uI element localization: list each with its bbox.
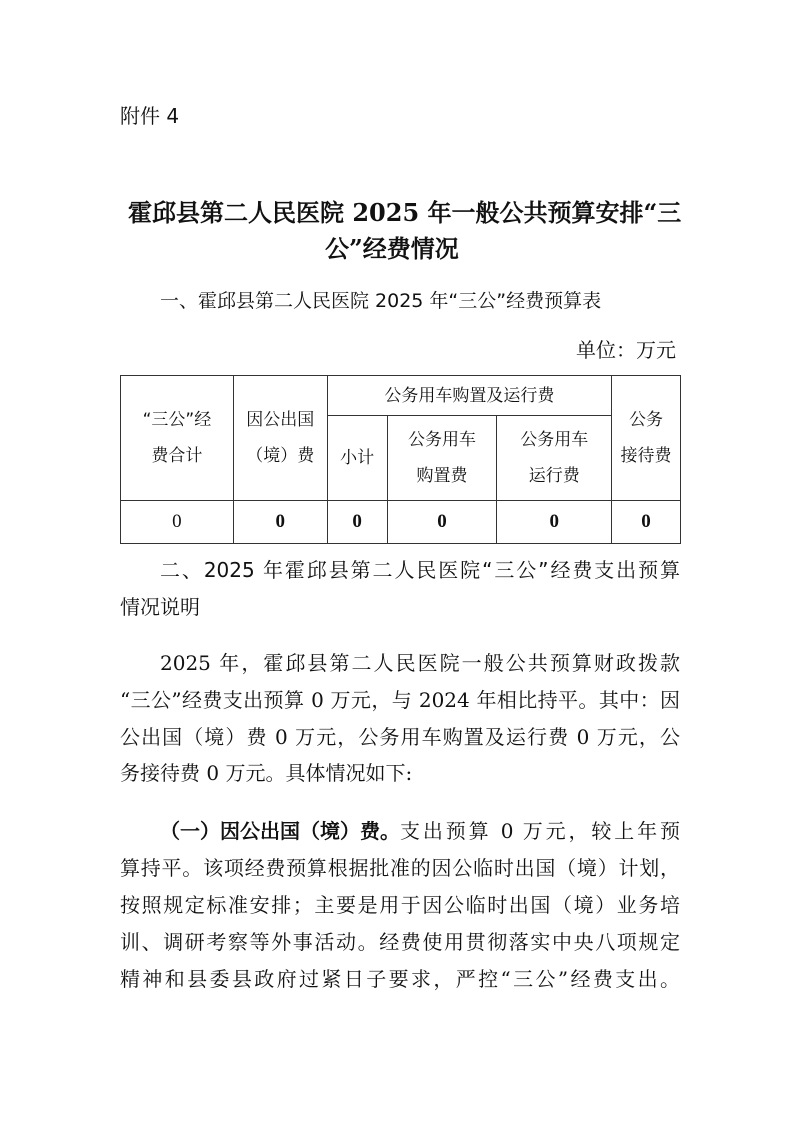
- value-reception: 0: [612, 501, 681, 544]
- paragraph-line: 2025 年，霍邱县第二人民医院一般公共预算财政拨款: [160, 651, 680, 675]
- paragraph-line: 按照规定标准安排；主要是用于因公临时出国（境）业务培: [120, 893, 680, 917]
- paragraph-line: 训、调研考察等外事活动。经费使用贯彻落实中央八项规定: [120, 930, 680, 954]
- section2-heading-line-1: 二、2025 年霍邱县第二人民医院“三公”经费支出预算: [160, 558, 680, 582]
- header-reception: 公务 接待费: [612, 376, 681, 501]
- unit-label: 单位：万元: [576, 338, 676, 362]
- value-abroad: 0: [233, 501, 327, 544]
- header-vehicle-operation: 公务用车 运行费: [497, 416, 612, 501]
- paragraph-text: 支出预算 0 万元，较上年预: [400, 819, 680, 843]
- header-vehicle-group: 公务用车购置及运行费: [327, 376, 611, 416]
- budget-table: [120, 375, 681, 544]
- header-abroad: 因公出国 （境）费: [233, 376, 327, 501]
- paragraph-line: 公出国（境）费 0 万元，公务用车购置及运行费 0 万元，公: [120, 725, 680, 749]
- value-vehicle-purchase: 0: [387, 501, 497, 544]
- header-vehicle-purchase: 公务用车 购置费: [387, 416, 497, 501]
- section2-heading-line-2: 情况说明: [120, 595, 200, 619]
- paragraph-line: 务接待费 0 万元。具体情况如下:: [120, 761, 413, 785]
- document-title-line-1: 霍邱县第二人民医院 2025 年一般公共预算安排“三: [128, 198, 682, 227]
- table-row: [121, 501, 681, 544]
- header-total: “三公”经 费合计: [121, 376, 234, 501]
- paragraph-line: 精神和县委县政府过紧日子要求，严控“三公”经费支出。: [120, 967, 680, 991]
- paragraph-line: “三公”经费支出预算 0 万元，与 2024 年相比持平。其中：因: [120, 688, 680, 712]
- value-subtotal: 0: [327, 501, 387, 544]
- paragraph-line: 算持平。该项经费预算根据批准的因公临时出国（境）计划，: [120, 856, 680, 880]
- value-total: 0: [121, 501, 234, 544]
- value-vehicle-operation: 0: [497, 501, 612, 544]
- subsection-heading: （一）因公出国（境）费。: [160, 819, 400, 843]
- section1-heading: 一、霍邱县第二人民医院 2025 年“三公”经费预算表: [160, 290, 602, 312]
- attachment-label: 附件 4: [120, 104, 180, 128]
- document-title-line-2: 公”经费情况: [325, 234, 459, 263]
- header-subtotal: 小计: [327, 416, 387, 501]
- paragraph-line: [160, 819, 680, 843]
